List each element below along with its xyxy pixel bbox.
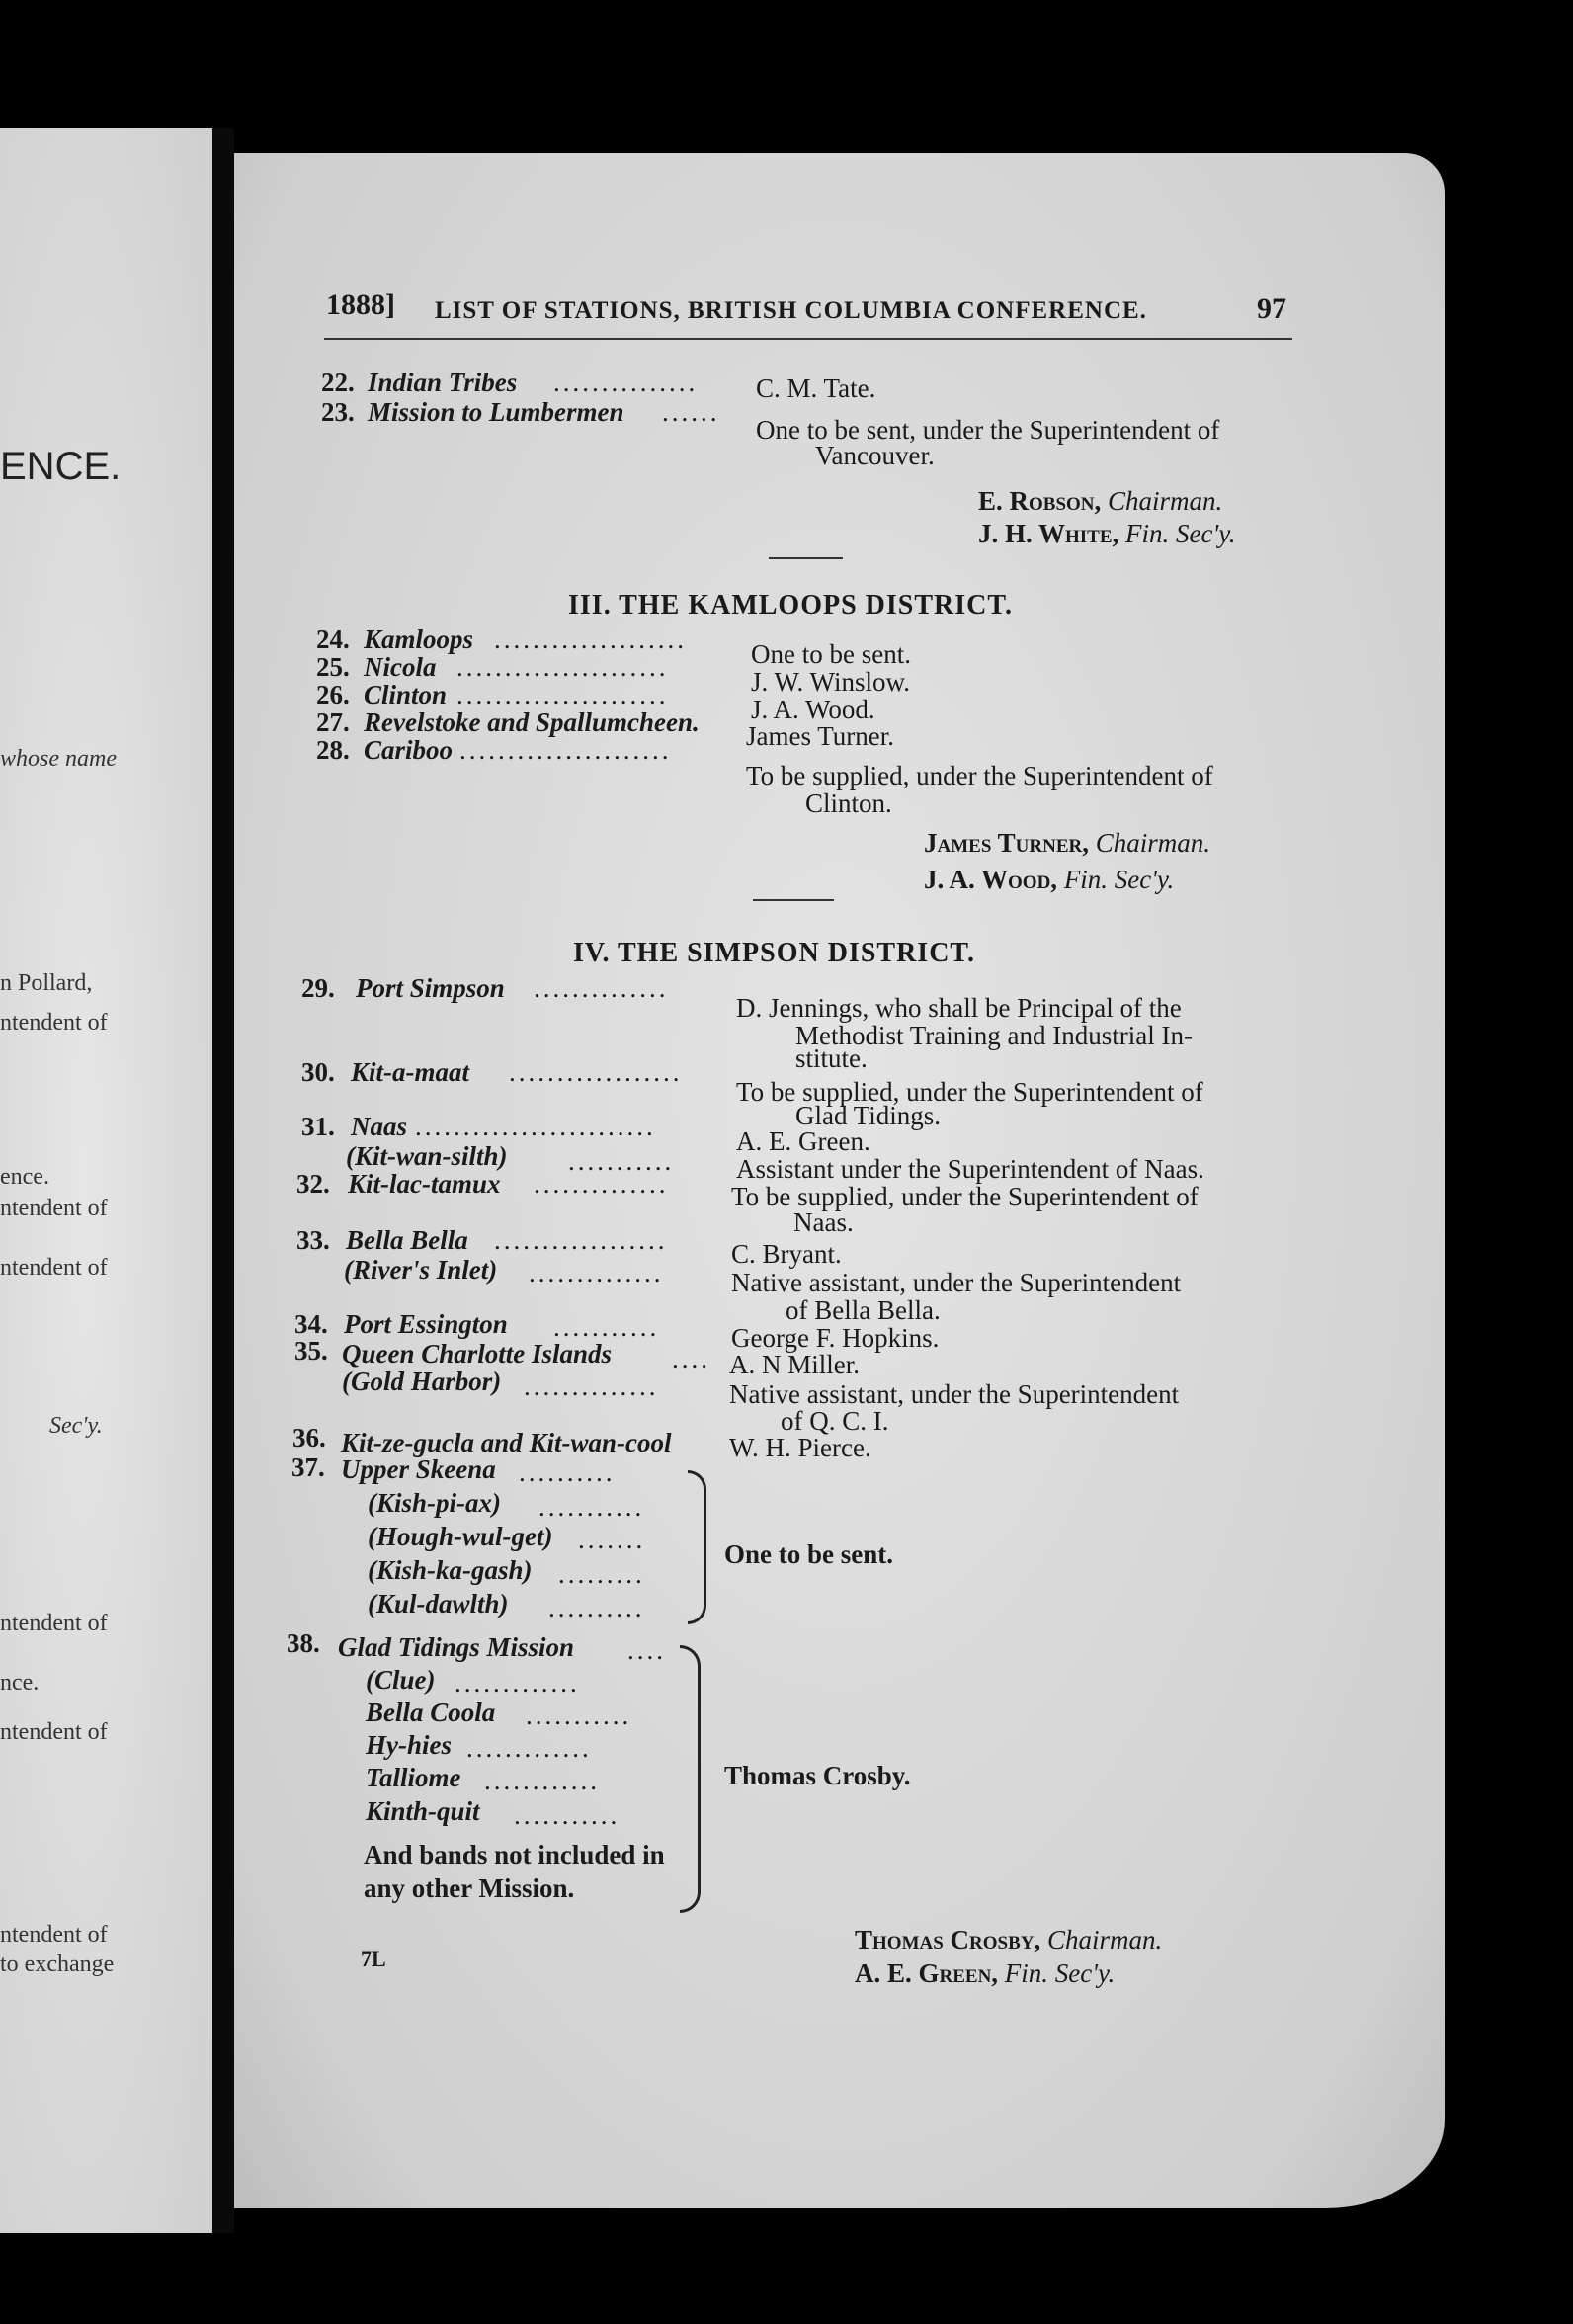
dot-leader: ...................... bbox=[456, 680, 669, 709]
secretary-title: Fin. Sec'y. bbox=[1125, 519, 1236, 548]
district-heading: IV. THE SIMPSON DISTRICT. bbox=[573, 938, 976, 968]
left-fragment: to exchange bbox=[0, 1951, 115, 1977]
assignment: W. H. Pierce. bbox=[729, 1433, 871, 1462]
assignment: Native assistant, under the Superintendent bbox=[729, 1379, 1180, 1409]
assignment-continuation: stitute. bbox=[795, 1043, 868, 1073]
group-brace bbox=[680, 1645, 701, 1913]
assignment-continuation: of Q. C. I. bbox=[781, 1406, 889, 1436]
entry-number: 30. bbox=[301, 1057, 335, 1087]
entry-number: 33. bbox=[296, 1225, 330, 1255]
entry-number: 25. bbox=[316, 652, 350, 682]
chairman-title: Chairman. bbox=[1047, 1925, 1163, 1954]
assignment: One to be sent, under the Superintendent of bbox=[756, 415, 1220, 445]
assignment-continuation: Glad Tidings. bbox=[795, 1101, 942, 1130]
station-name: Upper Skeena bbox=[341, 1454, 496, 1484]
dot-leader: .................. bbox=[509, 1057, 683, 1087]
assignment-continuation: Vancouver. bbox=[815, 441, 935, 470]
signature-mark: 7L bbox=[361, 1947, 386, 1971]
entry-number: 35. bbox=[294, 1336, 328, 1366]
entry-number: 27. bbox=[316, 707, 350, 737]
left-fragment: ntendent of bbox=[0, 1010, 108, 1036]
assignment: To be supplied, under the Superintendent of bbox=[736, 1077, 1203, 1107]
dot-leader: ............ bbox=[484, 1766, 600, 1795]
entry-number: 26. bbox=[316, 680, 350, 709]
assignment: C. M. Tate. bbox=[756, 374, 876, 403]
dot-leader: ........... bbox=[553, 1312, 660, 1342]
dot-leader: ....... bbox=[578, 1525, 646, 1554]
assignment: One to be sent. bbox=[724, 1539, 893, 1569]
station-name: (Kish-ka-gash) bbox=[368, 1555, 533, 1585]
page-number: 97 bbox=[1257, 292, 1286, 325]
dot-leader: .............. bbox=[534, 973, 669, 1003]
station-name: Port Essington bbox=[344, 1309, 508, 1339]
dot-leader: .... bbox=[672, 1344, 710, 1373]
dot-leader: ...................... bbox=[456, 652, 669, 682]
station-name: Kamloops bbox=[364, 624, 474, 654]
section-divider bbox=[753, 899, 834, 901]
station-name: Clinton bbox=[364, 680, 448, 709]
station-name: Kit-ze-gucla and Kit-wan-cool bbox=[341, 1428, 672, 1457]
assignment: J. A. Wood. bbox=[751, 695, 875, 724]
dot-leader: ............. bbox=[466, 1733, 592, 1763]
station-name: (Kit-wan-silth) bbox=[346, 1141, 508, 1171]
assignment: Native assistant, under the Superintendent bbox=[731, 1268, 1182, 1297]
group-brace bbox=[688, 1470, 706, 1624]
station-name: (Hough-wul-get) bbox=[368, 1522, 553, 1551]
dot-leader: ........... bbox=[568, 1146, 675, 1176]
left-fragment: ence. bbox=[0, 1164, 49, 1190]
assignment-continuation: Methodist Training and Industrial In- bbox=[795, 1021, 1193, 1050]
assignment: D. Jennings, who shall be Principal of the bbox=[736, 993, 1182, 1023]
entry-number: 34. bbox=[294, 1309, 328, 1339]
dot-leader: .... bbox=[627, 1635, 666, 1665]
district-heading: III. THE KAMLOOPS DISTRICT. bbox=[568, 590, 1013, 621]
entry-number: 31. bbox=[301, 1112, 335, 1141]
left-fragment: ntendent of bbox=[0, 1922, 108, 1948]
dot-leader: .......... bbox=[519, 1457, 616, 1487]
entry-number: 32. bbox=[296, 1169, 330, 1199]
entry-number: 24. bbox=[316, 624, 350, 654]
entry-number: 36. bbox=[292, 1423, 326, 1452]
assignment: James Turner. bbox=[746, 721, 895, 751]
left-fragment: ntendent of bbox=[0, 1719, 108, 1745]
entry-number: 22. bbox=[321, 368, 355, 397]
dot-leader: .............. bbox=[529, 1258, 664, 1287]
station-name: (River's Inlet) bbox=[344, 1255, 498, 1285]
station-name: Revelstoke and Spallumcheen. bbox=[364, 707, 700, 737]
assignment: To be supplied, under the Superintendent of bbox=[746, 761, 1213, 790]
chairman-name: James Turner, bbox=[924, 828, 1089, 858]
chairman-name: Thomas Crosby, bbox=[855, 1925, 1041, 1954]
left-fragment: Sec'y. bbox=[49, 1413, 103, 1439]
dot-leader: ........... bbox=[514, 1800, 621, 1830]
group-note: And bands not included in bbox=[364, 1840, 665, 1869]
station-name: Nicola bbox=[364, 652, 437, 682]
station-name: (Kish-pi-ax) bbox=[368, 1488, 501, 1518]
dot-leader: ............... bbox=[553, 368, 699, 397]
station-name: Kit-lac-tamux bbox=[348, 1169, 501, 1199]
chairman-name: E. Robson, bbox=[978, 486, 1102, 516]
entry-number: 38. bbox=[287, 1628, 320, 1658]
assignment: George F. Hopkins. bbox=[731, 1323, 940, 1353]
assignment: To be supplied, under the Superintendent of bbox=[731, 1182, 1199, 1211]
left-page bbox=[0, 128, 212, 2233]
dot-leader: ........... bbox=[526, 1701, 632, 1730]
secretary-name: A. E. Green, bbox=[855, 1958, 999, 1988]
assignment: C. Bryant. bbox=[731, 1239, 842, 1269]
station-name: Cariboo bbox=[364, 735, 454, 765]
dot-leader: ........... bbox=[538, 1492, 645, 1522]
entry-number: 29. bbox=[301, 973, 335, 1003]
entry-number: 37. bbox=[291, 1452, 325, 1482]
assignment: One to be sent. bbox=[751, 639, 911, 669]
station-name: Bella Bella bbox=[346, 1225, 468, 1255]
station-name: Bella Coola bbox=[366, 1698, 496, 1727]
secretary-name: J. A. Wood, bbox=[924, 865, 1058, 894]
dot-leader: .......... bbox=[548, 1593, 645, 1622]
station-name: Hy-hies bbox=[366, 1730, 452, 1760]
station-name: Talliome bbox=[366, 1763, 461, 1792]
secretary-name: J. H. White, bbox=[978, 519, 1119, 548]
dot-leader: ......... bbox=[558, 1559, 645, 1589]
left-fragment: ntendent of bbox=[0, 1196, 108, 1221]
secretary-title: Fin. Sec'y. bbox=[1063, 865, 1175, 894]
assignment: Assistant under the Superintendent of Naas. bbox=[736, 1154, 1204, 1184]
chairman-title: Chairman. bbox=[1108, 486, 1223, 516]
page-gutter bbox=[212, 128, 234, 2233]
dot-leader: ...... bbox=[662, 397, 720, 427]
entry-number: 23. bbox=[321, 397, 355, 427]
station-name: Kinth-quit bbox=[366, 1796, 480, 1826]
assignment-continuation: of Bella Bella. bbox=[786, 1295, 941, 1325]
header-year: 1888] bbox=[326, 289, 395, 321]
assignment: J. W. Winslow. bbox=[751, 667, 910, 697]
station-name: Glad Tidings Mission bbox=[338, 1632, 575, 1662]
dot-leader: ......................... bbox=[415, 1112, 656, 1141]
station-name: Queen Charlotte Islands bbox=[342, 1339, 613, 1369]
left-fragment: n Pollard, bbox=[0, 970, 93, 996]
chairman-title: Chairman. bbox=[1095, 828, 1211, 858]
assignment: Thomas Crosby. bbox=[724, 1761, 911, 1790]
assignment: A. N Miller. bbox=[729, 1350, 860, 1379]
section-divider bbox=[769, 557, 843, 559]
assignment-continuation: Clinton. bbox=[805, 788, 892, 818]
left-fragment: nce. bbox=[0, 1670, 40, 1696]
dot-leader: .............. bbox=[534, 1169, 669, 1199]
station-name: (Clue) bbox=[366, 1665, 436, 1695]
left-fragment: whose name bbox=[0, 746, 117, 772]
dot-leader: ............. bbox=[455, 1668, 580, 1698]
entry-number: 28. bbox=[316, 735, 350, 765]
group-note: any other Mission. bbox=[364, 1873, 575, 1903]
dot-leader: .................. bbox=[494, 1225, 668, 1255]
station-name: Naas bbox=[351, 1112, 408, 1141]
dot-leader: .................... bbox=[494, 624, 687, 654]
secretary-title: Fin. Sec'y. bbox=[1004, 1958, 1116, 1988]
dot-leader: ...................... bbox=[459, 735, 672, 765]
assignment: A. E. Green. bbox=[736, 1126, 870, 1156]
station-name: Kit-a-maat bbox=[351, 1057, 469, 1087]
station-name: Indian Tribes bbox=[368, 368, 518, 397]
page-title: LIST OF STATIONS, BRITISH COLUMBIA CONFERENCE. bbox=[435, 297, 1147, 324]
left-fragment: ntendent of bbox=[0, 1611, 108, 1636]
station-name: Mission to Lumbermen bbox=[368, 397, 624, 427]
left-fragment: ENCE. bbox=[0, 445, 122, 488]
station-name: (Kul-dawlth) bbox=[368, 1589, 509, 1618]
left-fragment: ntendent of bbox=[0, 1255, 108, 1281]
station-name: Port Simpson bbox=[356, 973, 505, 1003]
station-name: (Gold Harbor) bbox=[342, 1367, 502, 1396]
assignment-continuation: Naas. bbox=[793, 1207, 854, 1237]
header-rule bbox=[324, 338, 1292, 340]
dot-leader: .............. bbox=[524, 1371, 659, 1401]
